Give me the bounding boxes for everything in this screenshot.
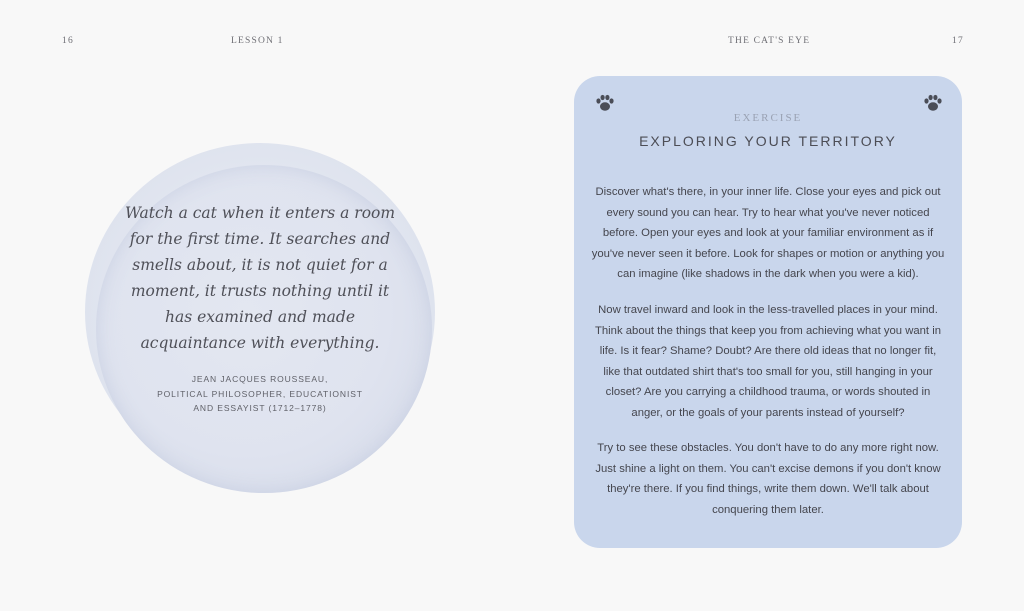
running-head-right: THE CAT'S EYE bbox=[728, 36, 811, 46]
exercise-paragraph: Discover what's there, in your inner life. Close your eyes and pick out every sound you can hear. Try to hear what you've never noticed before. Open your eyes and look at your familiar environment as if you've never seen it before. Look for shapes or motion or anything you can imagine (like shadows in the dark when you were a kid). bbox=[591, 186, 945, 280]
paw-print-icon bbox=[594, 92, 616, 114]
exercise-title: EXPLORING YOUR TERRITORY bbox=[639, 133, 897, 149]
paw-print-icon bbox=[922, 92, 944, 114]
exercise-label: EXERCISE bbox=[733, 112, 803, 124]
exercise-paragraph: Now travel inward and look in the less-travelled places in your mind. Think about the things that keep you from achieving what you want in life. Is it fear? Shame? Doubt? Are there old ideas that no longer fit, like that outdated shirt that's too small for you, still hanging in your closet? Are you carrying a childhood trauma, or words shouted in anger, or the goals of your parents instead of yourself? bbox=[594, 304, 942, 419]
page-number-left: 16 bbox=[62, 36, 74, 46]
running-head-left: LESSON 1 bbox=[231, 36, 284, 46]
quote-text: Watch a cat when it enters a room for the first time. It searches and smells about, it is not quiet for a moment, it trusts nothing until it has examined and made acquaintance with everything. bbox=[124, 204, 396, 352]
page-number-right: 17 bbox=[952, 36, 964, 46]
exercise-paragraph: Try to see these obstacles. You don't have to do any more right now. Just shine a light on them. You can't excise demons if you don't know they're there. If you find things, write them down. We'll talk about conquering them later. bbox=[595, 442, 941, 516]
quote-attribution: JEAN JACQUES ROUSSEAU, POLITICAL PHILOSOPHER, EDUCATIONIST AND ESSAYIST (1712–1778) bbox=[157, 374, 363, 413]
